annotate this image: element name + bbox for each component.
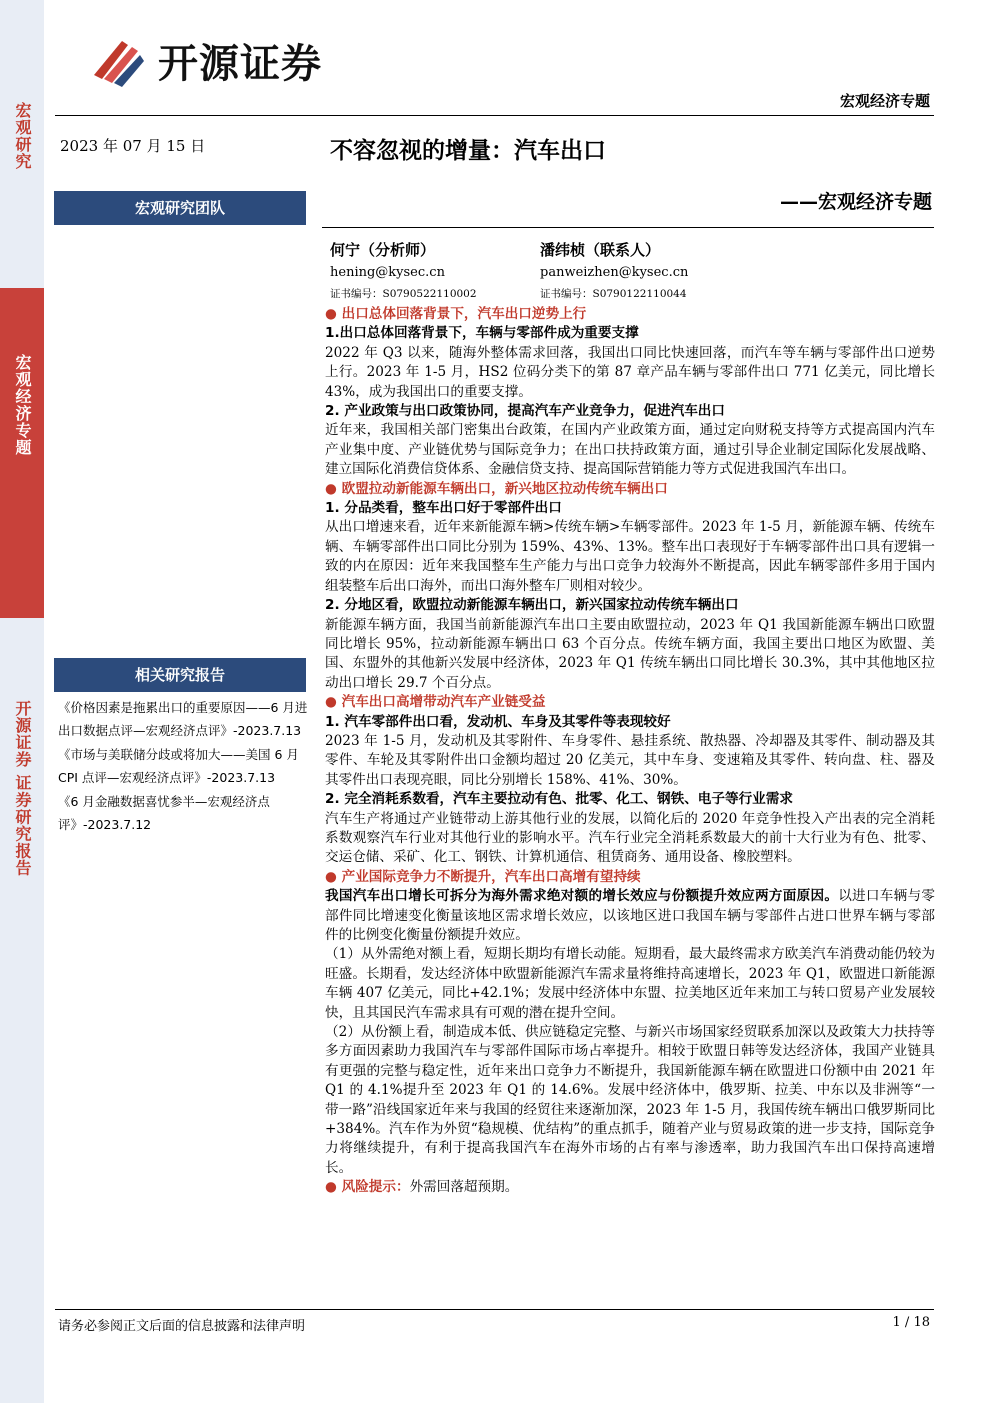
section-heading: ● 出口总体回落背景下，汽车出口逆势上行 bbox=[325, 306, 587, 322]
report-summary bbox=[325, 305, 935, 1198]
risk-label: ● 风险提示： bbox=[325, 1179, 410, 1196]
related-report-item[interactable]: 《市场与美联储分歧或将加大——美国 6 月 CPI 点评—宏观经济点评》-2023.7.13 bbox=[58, 747, 299, 785]
subsection-heading: 2. 分地区看，欧盟拉动新能源车辆出口，新兴国家拉动传统车辆出口 bbox=[325, 597, 739, 614]
paragraph: 2022 年 Q3 以来，随海外整体需求回落，我国出口同比快速回落，而汽车等车辆与零部件出口逆势上行。2023 年 1-5 月，HS2 位码分类下的第 87 章产品车辆与零部件出口 771 亿美元，同比增长 43%，成为我国出口的重要支撑。 bbox=[325, 344, 935, 400]
lead-sentence: 我国汽车出口增长可拆分为海外需求绝对额的增长效应与份额提升效应两方面原因。 bbox=[325, 888, 839, 905]
paragraph: 近年来，我国相关部门密集出台政策，在国内产业政策方面，通过定向财税支持等方式提高国内汽车产业集中度、产业链优势与国际竞争力；在出口扶持政策方面，通过引导企业制定国际化发展战略、建立国际化消费信贷体系、金融信贷支持、提高国际营销能力等方式促进我国汽车出口。 bbox=[325, 422, 935, 478]
author-email[interactable]: hening@kysec.cn bbox=[330, 265, 445, 280]
paragraph: 新能源车辆方面，我国当前新能源汽车出口主要由欧盟拉动，2023 年 Q1 我国新能源车辆出口欧盟同比增长 95%，拉动新能源车辆出口 63 个百分点。传统车辆方面，我国主要出口地区为欧盟、美国、东盟外的其他新兴发展中经济体，2023 年 Q1 传统车辆出口同比增长 30.3%，其中其他地区拉动出口增长 29.7 个百分点。 bbox=[325, 616, 935, 691]
author-name: 何宁（分析师） bbox=[330, 241, 436, 259]
author-name: 潘纬桢（联系人） bbox=[540, 241, 661, 259]
logo-mark-icon bbox=[88, 35, 146, 87]
side-tab-macro-topic bbox=[0, 288, 44, 618]
side-tab-macro-research bbox=[0, 88, 44, 288]
author-cert: 证书编号：S0790122110044 bbox=[540, 288, 687, 300]
paragraph: 2023 年 1-5 月，发动机及其零附件、车身零件、悬挂系统、散热器、冷却器及其零件、制动器及其零件、车轮及其零附件出口金额均超过 20 亿美元，其中车身、变速箱及其零件、转向盘、柱、器及其零件出口表现亮眼，同比分别增长 158%、41%、30%。 bbox=[325, 732, 935, 788]
related-reports-list bbox=[58, 696, 310, 837]
side-tab-1-label: 宏观研究 bbox=[13, 102, 32, 170]
subsection-heading: 2. 产业政策与出口政策协同，提高汽车产业竞争力，促进汽车出口 bbox=[325, 403, 725, 420]
lead-continuation: 以进口车辆与零部件同比增速变化衡量该地区需求增长效应，以该地区进口我国车辆与零部件占进口世界车辆与零部件的比例变化衡量份额提升效应。 bbox=[325, 888, 936, 943]
header-divider bbox=[55, 115, 934, 116]
team-banner: 宏观研究团队 bbox=[54, 191, 306, 225]
author-email[interactable]: panweizhen@kysec.cn bbox=[540, 265, 689, 280]
report-type-label: 宏观经济专题 bbox=[839, 92, 930, 110]
subsection-heading: 1. 汽车零部件出口看，发动机、车身及其零件等表现较好 bbox=[325, 713, 671, 730]
related-report-item[interactable]: 《价格因素是拖累出口的重要原因——6 月进出口数据点评—宏观经济点评》-2023.7.13 bbox=[58, 700, 308, 738]
risk-warning bbox=[325, 1178, 935, 1197]
subsection-heading: 1. 分品类看，整车出口好于零部件出口 bbox=[325, 500, 562, 517]
author-cert: 证书编号：S0790522110002 bbox=[330, 288, 477, 300]
section-heading: ● 欧盟拉动新能源车辆出口，新兴地区拉动传统车辆出口 bbox=[325, 480, 668, 497]
subsection-heading: 2. 完全消耗系数看，汽车主要拉动有色、批零、化工、钢铁、电子等行业需求 bbox=[325, 791, 793, 808]
logo-text: 开源证券 bbox=[158, 41, 322, 87]
paragraph: （2）从份额上看，制造成本低、供应链稳定完整、与新兴市场国家经贸联系加深以及政策大力扶持等多方面因素助力我国汽车与零部件国际市场占率提升。相较于欧盟日韩等发达经济体，我国产业链具有更强的完整与稳定性，近年来出口竞争力不断提升，我国新能源车辆在欧盟进口份额中由 2021 年 Q1 的 4.1%提升至 2023 年 Q1 的 14.6%。发展中经济体中，俄罗斯、拉美、中东以及非洲等“一带一路”沿线国家近年来与我国的经贸往来逐渐加深，2023 年 1-5 月，我国传统车辆出口俄罗斯同比+384%。汽车作为外贸“稳规模、优结构”的重点抓手，随着产业与贸易政策的进一步支持，国际竞争力将继续提升，有利于提高我国汽车在海外市场的占有率与渗透率，助力我国汽车出口保持高速增长。 bbox=[325, 1024, 935, 1176]
side-tab-3-label: 开源证券 证券研究报告 bbox=[13, 700, 32, 877]
footer-divider bbox=[55, 1309, 934, 1310]
report-date: 2023 年 07 月 15 日 bbox=[60, 137, 206, 155]
report-title: 不容忽视的增量：汽车出口 bbox=[330, 138, 606, 164]
report-subtitle: ——宏观经济专题 bbox=[779, 191, 932, 213]
risk-text: 外需回落超预期。 bbox=[409, 1179, 519, 1196]
paragraph: 汽车生产将通过产业链带动上游其他行业的发展，以简化后的 2020 年竞争性投入产出表的完全消耗系数观察汽车行业对其他行业的影响水平。汽车行业完全消耗系数最大的前十大行业为有色、批零、交运仓储、采矿、化工、钢铁、计算机通信、租赁商务、通用设备、橡胶塑料。 bbox=[325, 810, 935, 866]
related-reports-banner: 相关研究报告 bbox=[54, 658, 306, 692]
side-tab-kysec-report bbox=[0, 700, 44, 920]
page-number: 1 / 18 bbox=[892, 1315, 930, 1330]
title-divider bbox=[322, 227, 934, 228]
paragraph: （1）从外需绝对额上看，短期长期均有增长动能。短期看，最大最终需求方欧美汽车消费动能仍较为旺盛。长期看，发达经济体中欧盟新能源汽车需求量将维持高速增长，2023 年 Q1，欧盟进口新能源车辆 407 亿美元，同比+42.1%；发展中经济体中东盟、拉美地区近年来加工与转口贸易产业发展较快，且其国民汽车需求具有可观的潜在提升空间。 bbox=[325, 946, 935, 1021]
paragraph bbox=[325, 887, 935, 945]
author-card bbox=[540, 238, 688, 304]
author-card bbox=[330, 238, 477, 304]
section-heading: ● 产业国际竞争力不断提升，汽车出口高增有望持续 bbox=[325, 868, 641, 885]
related-report-item[interactable]: 《6 月金融数据喜忧参半—宏观经济点评》-2023.7.12 bbox=[58, 794, 270, 832]
section-heading: ● 汽车出口高增带动汽车产业链受益 bbox=[325, 694, 546, 711]
company-logo bbox=[88, 32, 322, 89]
subsection-heading: 1.出口总体回落背景下，车辆与零部件成为重要支撑 bbox=[325, 325, 639, 342]
side-tab-2-label: 宏观经济专题 bbox=[13, 354, 32, 456]
footer-disclaimer: 请务必参阅正文后面的信息披露和法律声明 bbox=[58, 1319, 306, 1334]
paragraph: 从出口增速来看，近年来新能源车辆>传统车辆>车辆零部件。2023 年 1-5 月，新能源车辆、传统车辆、车辆零部件出口同比分别为 159%、43%、13%。整车出口表现好于车辆零部件出口具有逻辑一致的内在原因：近年来我国整车生产能力与出口竞争力较海外不断提高，因此车辆零部件多用于国内组装整车后出口海外，而出口海外整车厂则相对较少。 bbox=[325, 519, 935, 594]
